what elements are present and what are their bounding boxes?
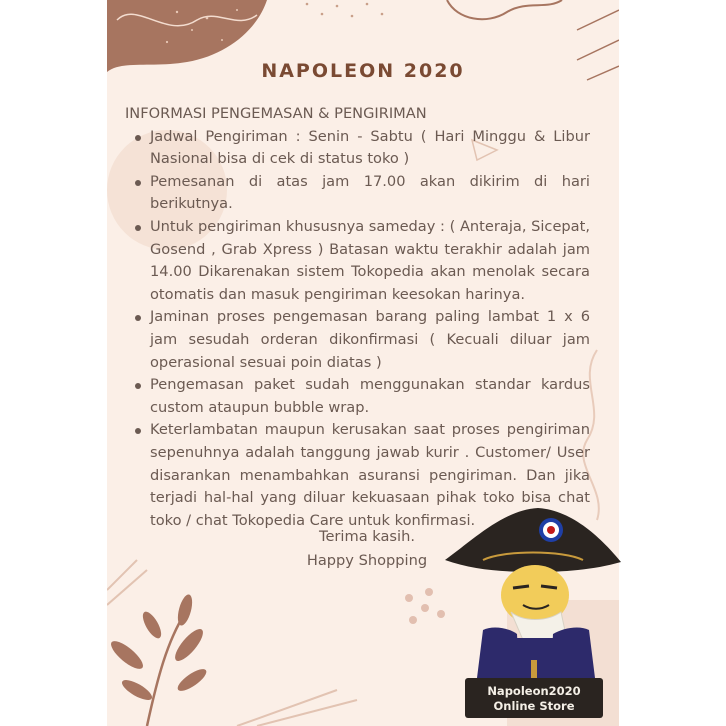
- shipping-info: [125, 103, 590, 532]
- list-item: Untuk pengiriman khususnya sameday : ( Anteraja, Sicepat, Gosend , Grab Xpress ) Batasan waktu terakhir adalah jam 14.00 Dikarenakan sistem Tokopedia akan menolak secara otomatis dan masuk pengiriman keesokan harinya.: [150, 216, 590, 306]
- bottom-dots: [405, 588, 445, 624]
- list-item: Jadwal Pengiriman : Senin - Sabtu ( Hari Minggu & Libur Nasional bisa di cek di status toko ): [150, 126, 590, 171]
- happy-shopping-text: Happy Shopping: [306, 552, 428, 569]
- list-item: Pengemasan paket sudah menggunakan standar kardus custom ataupun bubble wrap.: [150, 374, 590, 419]
- cockade-icon: [539, 518, 563, 542]
- badge-line1: Napoleon2020: [487, 684, 581, 698]
- top-right-wave: [447, 0, 562, 19]
- list-item: Jaminan proses pengemasan barang paling lambat 1 x 6 jam sesudah orderan dikonfirmasi ( Kecuali diluar jam operasional sesuai poin diatas ): [150, 306, 590, 374]
- list-item: Pemesanan di atas jam 17.00 akan dikirim di hari berikutnya.: [150, 171, 590, 216]
- info-list: [125, 126, 590, 533]
- leaf-branch: [107, 593, 209, 726]
- bottom-lines: [107, 560, 357, 726]
- napoleon-mascot-logo: [443, 500, 623, 726]
- list-item: Keterlambatan maupun kerusakan saat proses pengiriman sepenuhnya adalah tanggung jawab kurir . Customer/ User disarankan menambahkan asuransi pengiriman. Dan jika terjadi hal-hal yang diluar kekuasaan pihak toko bisa chat toko / chat Tokopedia Care untuk konfirmasi.: [150, 419, 590, 532]
- badge-line2: Online Store: [493, 699, 575, 713]
- page-title: NAPOLEON 2020: [261, 60, 465, 82]
- thanks-text: Terima kasih.: [319, 528, 415, 545]
- bicorne-hat-icon: [445, 508, 621, 572]
- top-dots: [306, 3, 384, 18]
- section-heading: INFORMASI PENGEMASAN & PENGIRIMAN: [125, 105, 427, 122]
- closing-message: [262, 525, 472, 573]
